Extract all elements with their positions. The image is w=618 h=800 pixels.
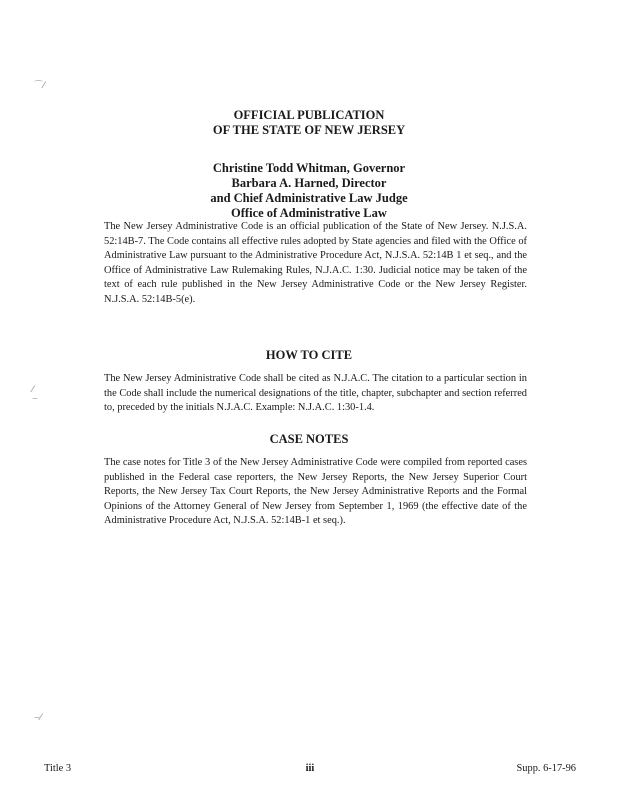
- publication-title-line-1: OFFICIAL PUBLICATION: [233, 108, 385, 122]
- officials-list: [100, 161, 518, 221]
- publication-title: [100, 108, 518, 138]
- how-to-cite-paragraph: The New Jersey Administrative Code shall be cited as N.J.A.C. The citation to a particular section in the Code shall include the numerical designations of the title, chapter, subchapter and section referred to, preceded by the initials N.J.A.C. Example: N.J.A.C. 1:30-1.4.: [104, 373, 527, 414]
- footer-supplement-date: Supp. 6-17-96: [516, 763, 576, 774]
- punch-hole-mark-bottom: ⌣⁄: [34, 713, 42, 723]
- intro-paragraph: The New Jersey Administrative Code is an official publication of the State of New Jersey. N.J.S.A. 52:14B-7. The Code contains all effective rules adopted by State agencies and filed with the Office of Administrative Law pursuant to the Administrative Procedure Act, N.J.S.A. 52:14B 1 et seq., and the Office of Administrative Law Rulemaking Rules, N.J.A.C. 1:30. Judicial notice may be taken of the text of each rule published in the New Jersey Administrative Code or the New Jersey Register. N.J.S.A. 52:14B-5(e).: [104, 221, 527, 305]
- how-to-cite-heading: HOW TO CITE: [265, 348, 353, 362]
- punch-hole-mark-middle: ⁄ ⌣: [32, 385, 38, 404]
- punch-hole-mark-top: ⌒⁄: [34, 81, 45, 91]
- case-notes-paragraph: The case notes for Title 3 of the New Jersey Administrative Code were compiled from reported cases published in the Federal case reporters, the New Jersey Reports, the New Jersey Superior Court Reports, the New Jersey Tax Court Reports, the New Jersey Administrative Reports and the Formal Opinions of the Attorney General of New Jersey from September 1, 1969 (the effective date of the Administrative Procedure Act, N.J.S.A. 52:14B-1 et seq.).: [104, 457, 527, 527]
- official-office: Office of Administrative Law: [231, 206, 387, 220]
- publication-title-line-2: OF THE STATE OF NEW JERSEY: [212, 123, 406, 137]
- footer-title: Title 3: [44, 763, 72, 774]
- official-judge: and Chief Administrative Law Judge: [210, 191, 408, 205]
- official-director: Barbara A. Harned, Director: [231, 176, 387, 190]
- official-governor: Christine Todd Whitman, Governor: [212, 161, 406, 175]
- footer-page-number: iii: [305, 763, 315, 774]
- case-notes-heading: CASE NOTES: [269, 432, 349, 446]
